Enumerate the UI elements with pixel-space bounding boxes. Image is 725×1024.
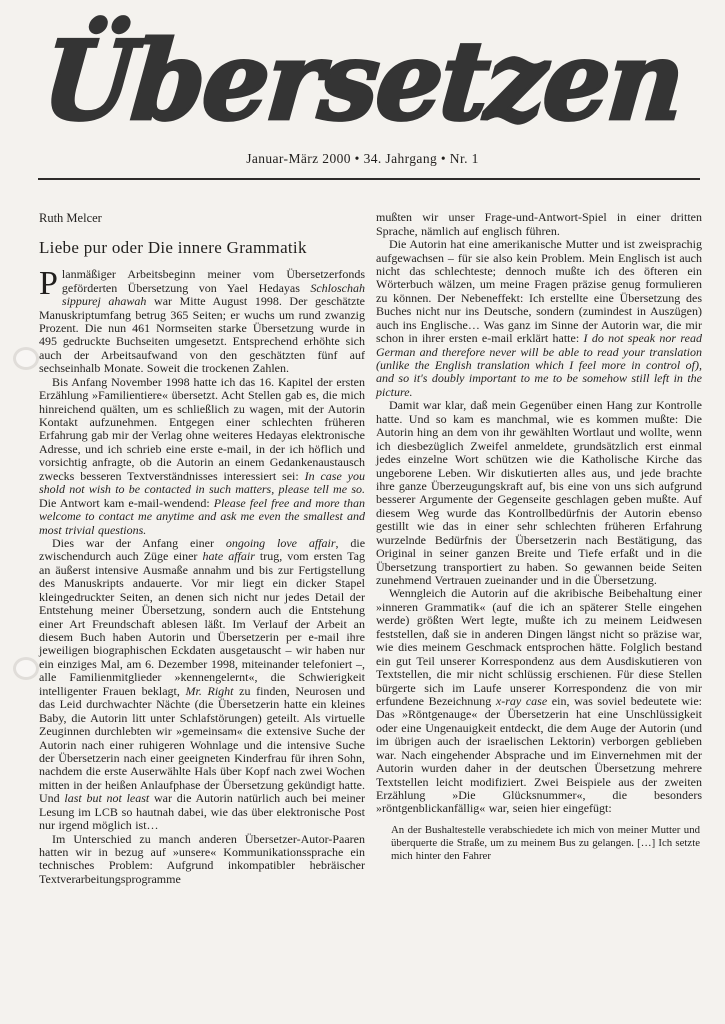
article-paragraph <box>39 537 365 833</box>
block-quote <box>391 824 700 864</box>
text-run: mußten wir unser Frage-und-Antwort-Spiel in einer dritten Sprache, nämlich auf englisch führen. <box>376 210 702 238</box>
column-right-paragraphs <box>376 211 702 863</box>
italic-run: Mr. Right <box>185 683 234 698</box>
italic-run: I do not speak nor read German and therefore never will be able to read your translation (unlike the English translation which I feel more in control of), and so it's doubly important to me to be somehow still left in the picture. <box>376 331 702 399</box>
article-paragraph <box>39 833 365 887</box>
italic-run: Schloschah sippurej ahawah <box>61 280 365 309</box>
article-author: Ruth Melcer <box>39 211 102 226</box>
article-paragraph <box>376 587 702 815</box>
text-run: An der Bushaltestelle verabschiedete ich mich von meiner Mutter und überquerte die Straße, um zu meinem Bus zu gelangen. […] Ich setzte mich hinter den Fahrer <box>391 823 700 863</box>
column-left <box>39 211 365 886</box>
scan-artifact-ring <box>13 657 39 680</box>
column-left-paragraphs <box>39 265 366 886</box>
article-title: Liebe pur oder Die innere Grammatik <box>39 238 307 258</box>
text-run: Die Autorin hat eine amerikanische Mutter und ist zweisprachig aufgewachsen – für sie also kein Problem. Mein Englisch ist auch nicht das schlechteste; dennoch mußte ich des öfteren ein Wörterbuch wälzen, um meine Fragen präzise genug formulieren zu können. Der Nebeneffekt: Ich erstellte eine Übersetzung des Buches nicht nur ins Deutsche, sondern (zumindest in Auszügen) auch ins Englische… Was ganz im Sinne der Autorin war, die mir schon in ihrer ersten e-mail erklärt hatte: <box>376 237 702 346</box>
column-right <box>376 211 702 886</box>
text-run: , die zwischendurch auch Züge einer <box>39 535 366 564</box>
text-run: ein, was soviel bedeutete wie: Das »Röntgenauge« der Übersetzerin hat eine Unschlüssigkeit oder eine Ungenauigkeit entdeckt, die dem Auge der Autorin (und im übrigen auch der israelischen Lektorin) verborgen geblieben war. Nach eingehender Absprache und im Einvernehmen mit der Autorin wurden daher in der deutschen Übersetzung mehrere Textstellen leicht modifiziert. Zwei Beispiele aus der zweiten Erzählung »Die Glücksnummer«, die besonders »röntgenblickanfällig« war, seien hier eingefügt: <box>376 693 702 816</box>
drop-cap: P <box>39 265 58 303</box>
article-paragraph <box>376 238 702 399</box>
text-run: Wenngleich die Autorin auf die akribische Beibehaltung einer »inneren Grammatik« (auf die ich an späterer Stelle eingehen werde) größten Wert legte, mußte ich zu meinem Leidwesen feststellen, daß sie in anderen Dingen längst nicht so präzise war, wie dies meinem Geschmack entsprochen hätte. Folglich bestand ein gut Teil unserer Korrespondenz aus dem Ausdiskutieren von Textstellen, die mir nicht schlüssig erschienen. Für diese Stellen bürgerte sich im Laufe unserer Korrespondenz die von mir erfundene Bezeichnung <box>376 586 702 708</box>
text-run: zu finden, Neurosen und das Leid durchwachter Nächte (die Übersetzerin hatte ein kleines Baby, die Autorin litt unter Schlafstörungen) geteilt. Als virtuelle Zeuginnen durchlebten wir »gemeinsam« die extensive Suche der Autorin nach einer ruhigeren Wohnlage und die intensive Suche der Übersetzerin nach einer geeigneten Kinderfrau für ihren Sohn, nachdem die erste Auserwählte Hals über Kopf nach zwei Wochen mitten in der heißen Anlaufphase der Übersetzung gekündigt hatte. Und <box>39 683 365 806</box>
article-paragraph <box>376 211 702 238</box>
text-run: Bis Anfang November 1998 hatte ich das 16. Kapitel der ersten Erzählung »Familientiere« übersetzt. Acht Stellen gab es, die mich hinreichend quälten, um es schließlich zu wagen, mit der Autorin Kontakt aufzunehmen. Entgegen einer schlechten früheren Erfahrung gab mir der Verlag ohne weiteres Hedayas elektronische Adresse, und ich schrieb eine erste e-mail, in der ich höflich und vorsichtig anfragte, ob die Autorin an einem Gedankenaustausch zwecks besseren Textverständnisses interessiert sei: <box>39 374 365 483</box>
article-body <box>0 180 725 886</box>
article-paragraph <box>39 376 365 537</box>
italic-run: In case you shold not wish to be contacted in such matters, please tell me so. <box>39 468 365 497</box>
text-run: war Mitte August 1998. Der geschätzte Manuskriptumfang betrug 365 Seiten; er wuchs um rund zwanzig Prozent. Die nun 461 Normseiten starke Übersetzung wurde in 495 gedruckte Buchseiten umgesetzt. Entsprechend erhöhte sich auch der Arbeitsaufwand von den geschätzten fünf auf sechseinhalb Monate. Soweit die trockenen Zahlen. <box>39 294 365 376</box>
text-run: trug, vom ersten Tag an äußerst intensive Ausmaße annahm und bis zur Fertigstellung des Manuskripts andauerte. Vor mir liegt ein dicker Stapel kleingedruckter Seiten, an denen sich nicht nur jedes Detail der Entstehung meiner Übersetzung, sondern auch die Entstehung einer Art Freundschaft ablesen läßt. Im Verlauf der Arbeit an diesem Buch haben Autorin und Übersetzerin per e-mail ihre jeweiligen biographischen Eckdaten ausgetauscht – wir haben nur ein einziges Mal, am 6. Dezember 1998, miteinander telefoniert –, alle Familienmitglieder »kennengelernt«, die Schwierigkeit intelligenter Frauen beklagt, <box>39 549 366 698</box>
journal-logo: Übersetzen <box>37 16 688 145</box>
article-paragraph <box>376 399 702 587</box>
italic-run: hate affair <box>202 549 255 564</box>
text-run: Dies war der Anfang einer <box>52 535 226 550</box>
scan-artifact-ring <box>13 347 39 370</box>
italic-run: Please feel free and more than welcome to contact me anytime and ask me even the smallest and most trivial questions. <box>39 495 366 537</box>
text-run: lanmäßiger Arbeitsbeginn meiner vom Übersetzerfonds geförderten Übersetzung von Yael Hedayas <box>61 267 365 295</box>
italic-run: last but not least <box>64 791 150 806</box>
text-run: Damit war klar, daß mein Gegenüber einen Hang zur Kontrolle hatte. Und so kam es manchmal, wie es kommen mußte: Die Autorin hing an dem von ihr gewählten Wortlaut und wollte, wenn ich diesbezüglich Zweifel anmeldete, grundsätzlich erst einmal jedes einzelne Wort schützen wie die Katholische Kirche das ungeborene Leben. Wir diskutierten alles aus, und jede brachte ihre ganze Überzeugungskraft auf, bis eine von uns sich aufgrund besserer Argumente der Gegenseite geschlagen geben mußte. Auf diesem Weg wurde das Kontrollbedürfnis der Autorin ebenso gestillt wie das in einer sehr schlechten früheren Erfahrung wurzelnde Bedürfnis der Übersetzerin nach Bestätigung, das Original in seiner ganzen Breite und Tiefe erfaßt und in die Übersetzung transportiert zu haben. So gewannen beide Seiten zunehmend Vertrauen zueinander und in die Übersetzung. <box>376 398 702 587</box>
text-run: Im Unterschied zu manch anderen Übersetzer-Autor-Paaren hatten wir in bezug auf »unsere« Kommunikationssprache ein technisches Problem: Aufgrund inkompatibler hebräischer Textverarbeitungsprogramme <box>39 831 365 886</box>
italic-run: x-ray case <box>495 693 548 708</box>
italic-run: ongoing love affair <box>225 535 336 550</box>
issue-line: Januar-März 2000 • 34. Jahrgang • Nr. 1 <box>246 151 479 167</box>
text-run: Die Antwort kam e-mail-wendend: <box>39 495 214 510</box>
text-run: war die Autorin natürlich auch bei meiner Lesung im LCB so hautnah dabei, wie das über elektronische Post nur irgend möglich ist… <box>39 791 365 833</box>
masthead <box>0 0 725 180</box>
article-paragraph <box>39 265 365 376</box>
